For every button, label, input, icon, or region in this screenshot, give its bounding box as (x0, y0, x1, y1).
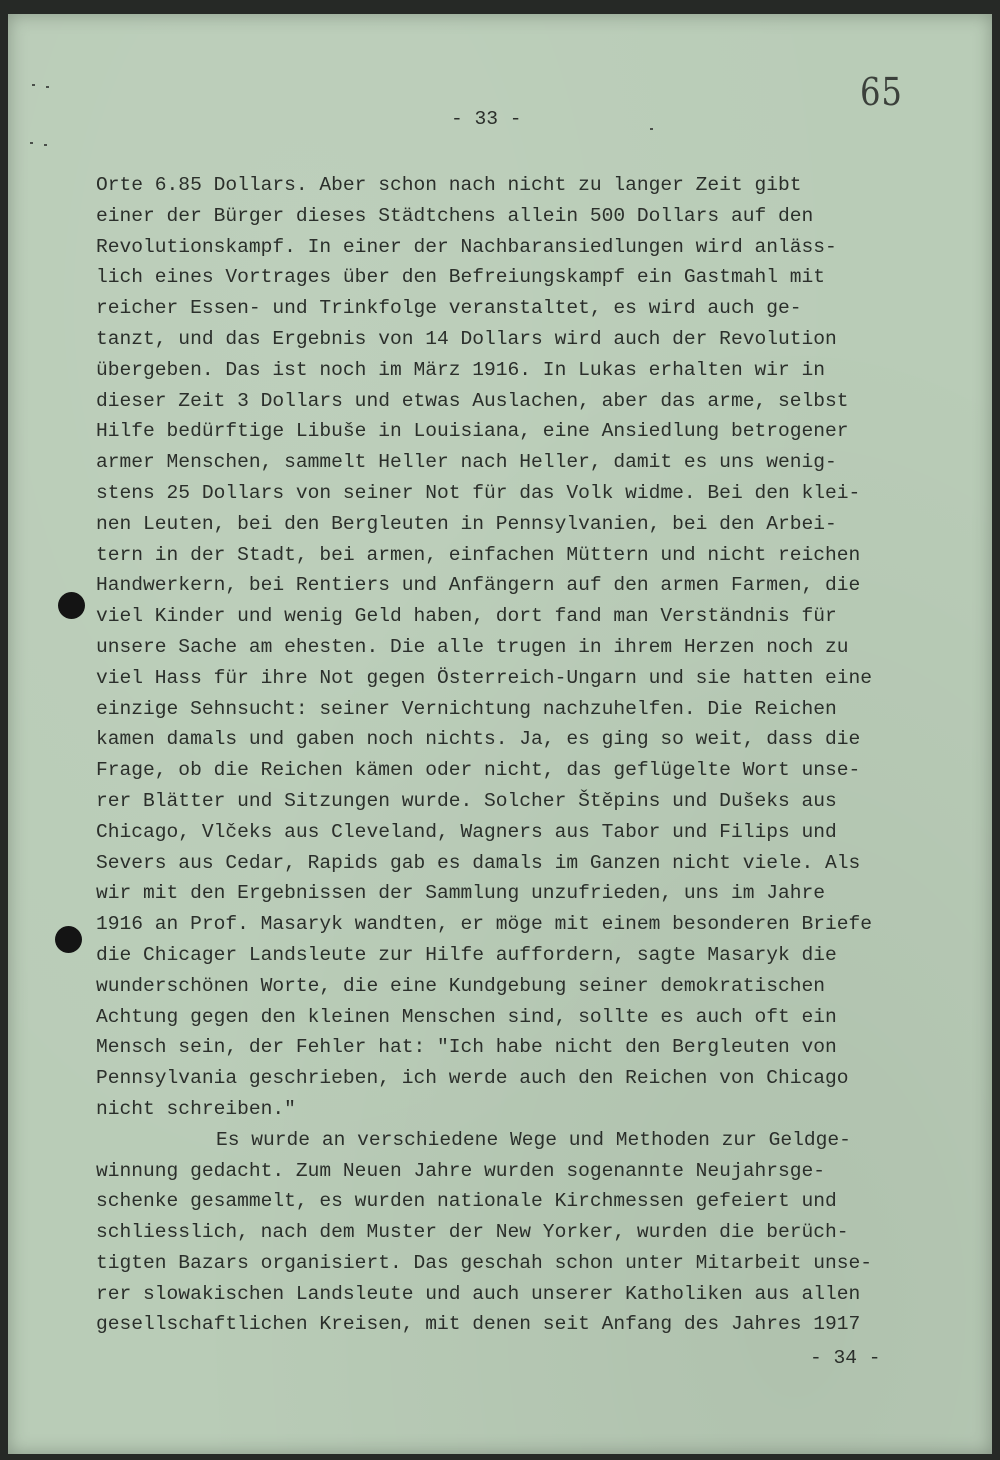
text-line: nicht schreiben." (96, 1097, 296, 1120)
text-line: schenke gesammelt, es wurden nationale Kirchmessen gefeiert und (96, 1190, 837, 1213)
punch-hole-upper (58, 592, 85, 619)
ink-speck (44, 144, 47, 146)
text-line: tern in der Stadt, bei armen, einfachen Müttern und nicht reichen (96, 543, 861, 566)
text-line: viel Kinder und wenig Geld haben, dort fand man Verständnis für (96, 605, 837, 628)
text-line: winnung gedacht. Zum Neuen Jahre wurden sogenannte Neujahrsge- (96, 1159, 826, 1182)
text-line: viel Hass für ihre Not gegen Österreich-Ungarn und sie hatten eine (96, 666, 873, 689)
text-line: Es wurde an verschiedene Wege und Methoden zur Geldge- (216, 1128, 851, 1151)
text-line: armer Menschen, sammelt Heller nach Heller, damit es uns wenig- (96, 451, 837, 474)
text-line: rer Blätter und Sitzungen wurde. Solcher Štěpins und Dušeks aus (96, 789, 837, 812)
catchword: - 34 - (810, 1347, 881, 1369)
punch-hole-lower (55, 926, 82, 953)
text-line: Revolutionskampf. In einer der Nachbaransiedlungen wird anläss- (96, 235, 837, 258)
text-line: Handwerkern, bei Rentiers und Anfängern auf den armen Farmen, die (96, 574, 861, 597)
text-line: Frage, ob die Reichen kämen oder nicht, das geflügelte Wort unse- (96, 759, 861, 782)
text-line: Severs aus Cedar, Rapids gab es damals im Ganzen nicht viele. Als (96, 851, 861, 874)
ink-speck (650, 128, 653, 130)
text-line: kamen damals und gaben noch nichts. Ja, es ging so weit, dass die (96, 728, 861, 751)
text-line: wunderschönen Worte, die eine Kundgebung seiner demokratischen (96, 974, 826, 997)
text-line: Achtung gegen den kleinen Menschen sind, sollte es auch oft ein (96, 1005, 837, 1028)
text-line: rer slowakischen Landsleute und auch unserer Katholiken aus allen (96, 1282, 861, 1305)
text-line: schliesslich, nach dem Muster der New Yorker, wurden die berüch- (96, 1221, 849, 1244)
text-line: tanzt, und das Ergebnis von 14 Dollars wird auch der Revolution (96, 327, 837, 350)
ink-speck (30, 142, 33, 144)
text-line: Mensch sein, der Fehler hat: "Ich habe nicht den Bergleuten von (96, 1036, 837, 1059)
folio-number: 65 (860, 70, 903, 114)
page-header: - 33 - (451, 108, 522, 130)
text-line: stens 25 Dollars von seiner Not für das Volk widme. Bei den klei- (96, 481, 861, 504)
text-line: lich eines Vortrages über den Befreiungskampf ein Gastmahl mit (96, 266, 826, 289)
ink-speck (46, 86, 49, 88)
text-line: tigten Bazars organisiert. Das geschah schon unter Mitarbeit unse- (96, 1251, 873, 1274)
text-line: übergeben. Das ist noch im März 1916. In Lukas erhalten wir in (96, 358, 826, 381)
typewritten-page (8, 14, 992, 1454)
text-line: Hilfe bedürftige Libuše in Louisiana, eine Ansiedlung betrogener (96, 420, 849, 443)
text-line: gesellschaftlichen Kreisen, mit denen seit Anfang des Jahres 1917 (96, 1313, 861, 1336)
text-line: dieser Zeit 3 Dollars und etwas Auslachen, aber das arme, selbst (96, 389, 849, 412)
body-text (96, 170, 926, 1340)
text-line: Orte 6.85 Dollars. Aber schon nach nicht zu langer Zeit gibt (96, 174, 802, 196)
text-line: unsere Sache am ehesten. Die alle trugen in ihrem Herzen noch zu (96, 635, 849, 658)
ink-speck (32, 84, 35, 86)
text-line: nen Leuten, bei den Bergleuten in Pennsylvanien, bei den Arbei- (96, 512, 837, 535)
text-line: Pennsylvania geschrieben, ich werde auch den Reichen von Chicago (96, 1067, 849, 1090)
text-line: wir mit den Ergebnissen der Sammlung unzufrieden, uns im Jahre (96, 882, 826, 905)
text-line: reicher Essen- und Trinkfolge veranstaltet, es wird auch ge- (96, 297, 802, 320)
text-line: 1916 an Prof. Masaryk wandten, er möge mit einem besonderen Briefe (96, 913, 873, 936)
text-line: einer der Bürger dieses Städtchens allein 500 Dollars auf den (96, 204, 814, 227)
text-line: einzige Sehnsucht: seiner Vernichtung nachzuhelfen. Die Reichen (96, 697, 837, 720)
text-line: Chicago, Vlčeks aus Cleveland, Wagners aus Tabor und Filips und (96, 820, 837, 843)
text-line: die Chicager Landsleute zur Hilfe auffordern, sagte Masaryk die (96, 943, 837, 966)
